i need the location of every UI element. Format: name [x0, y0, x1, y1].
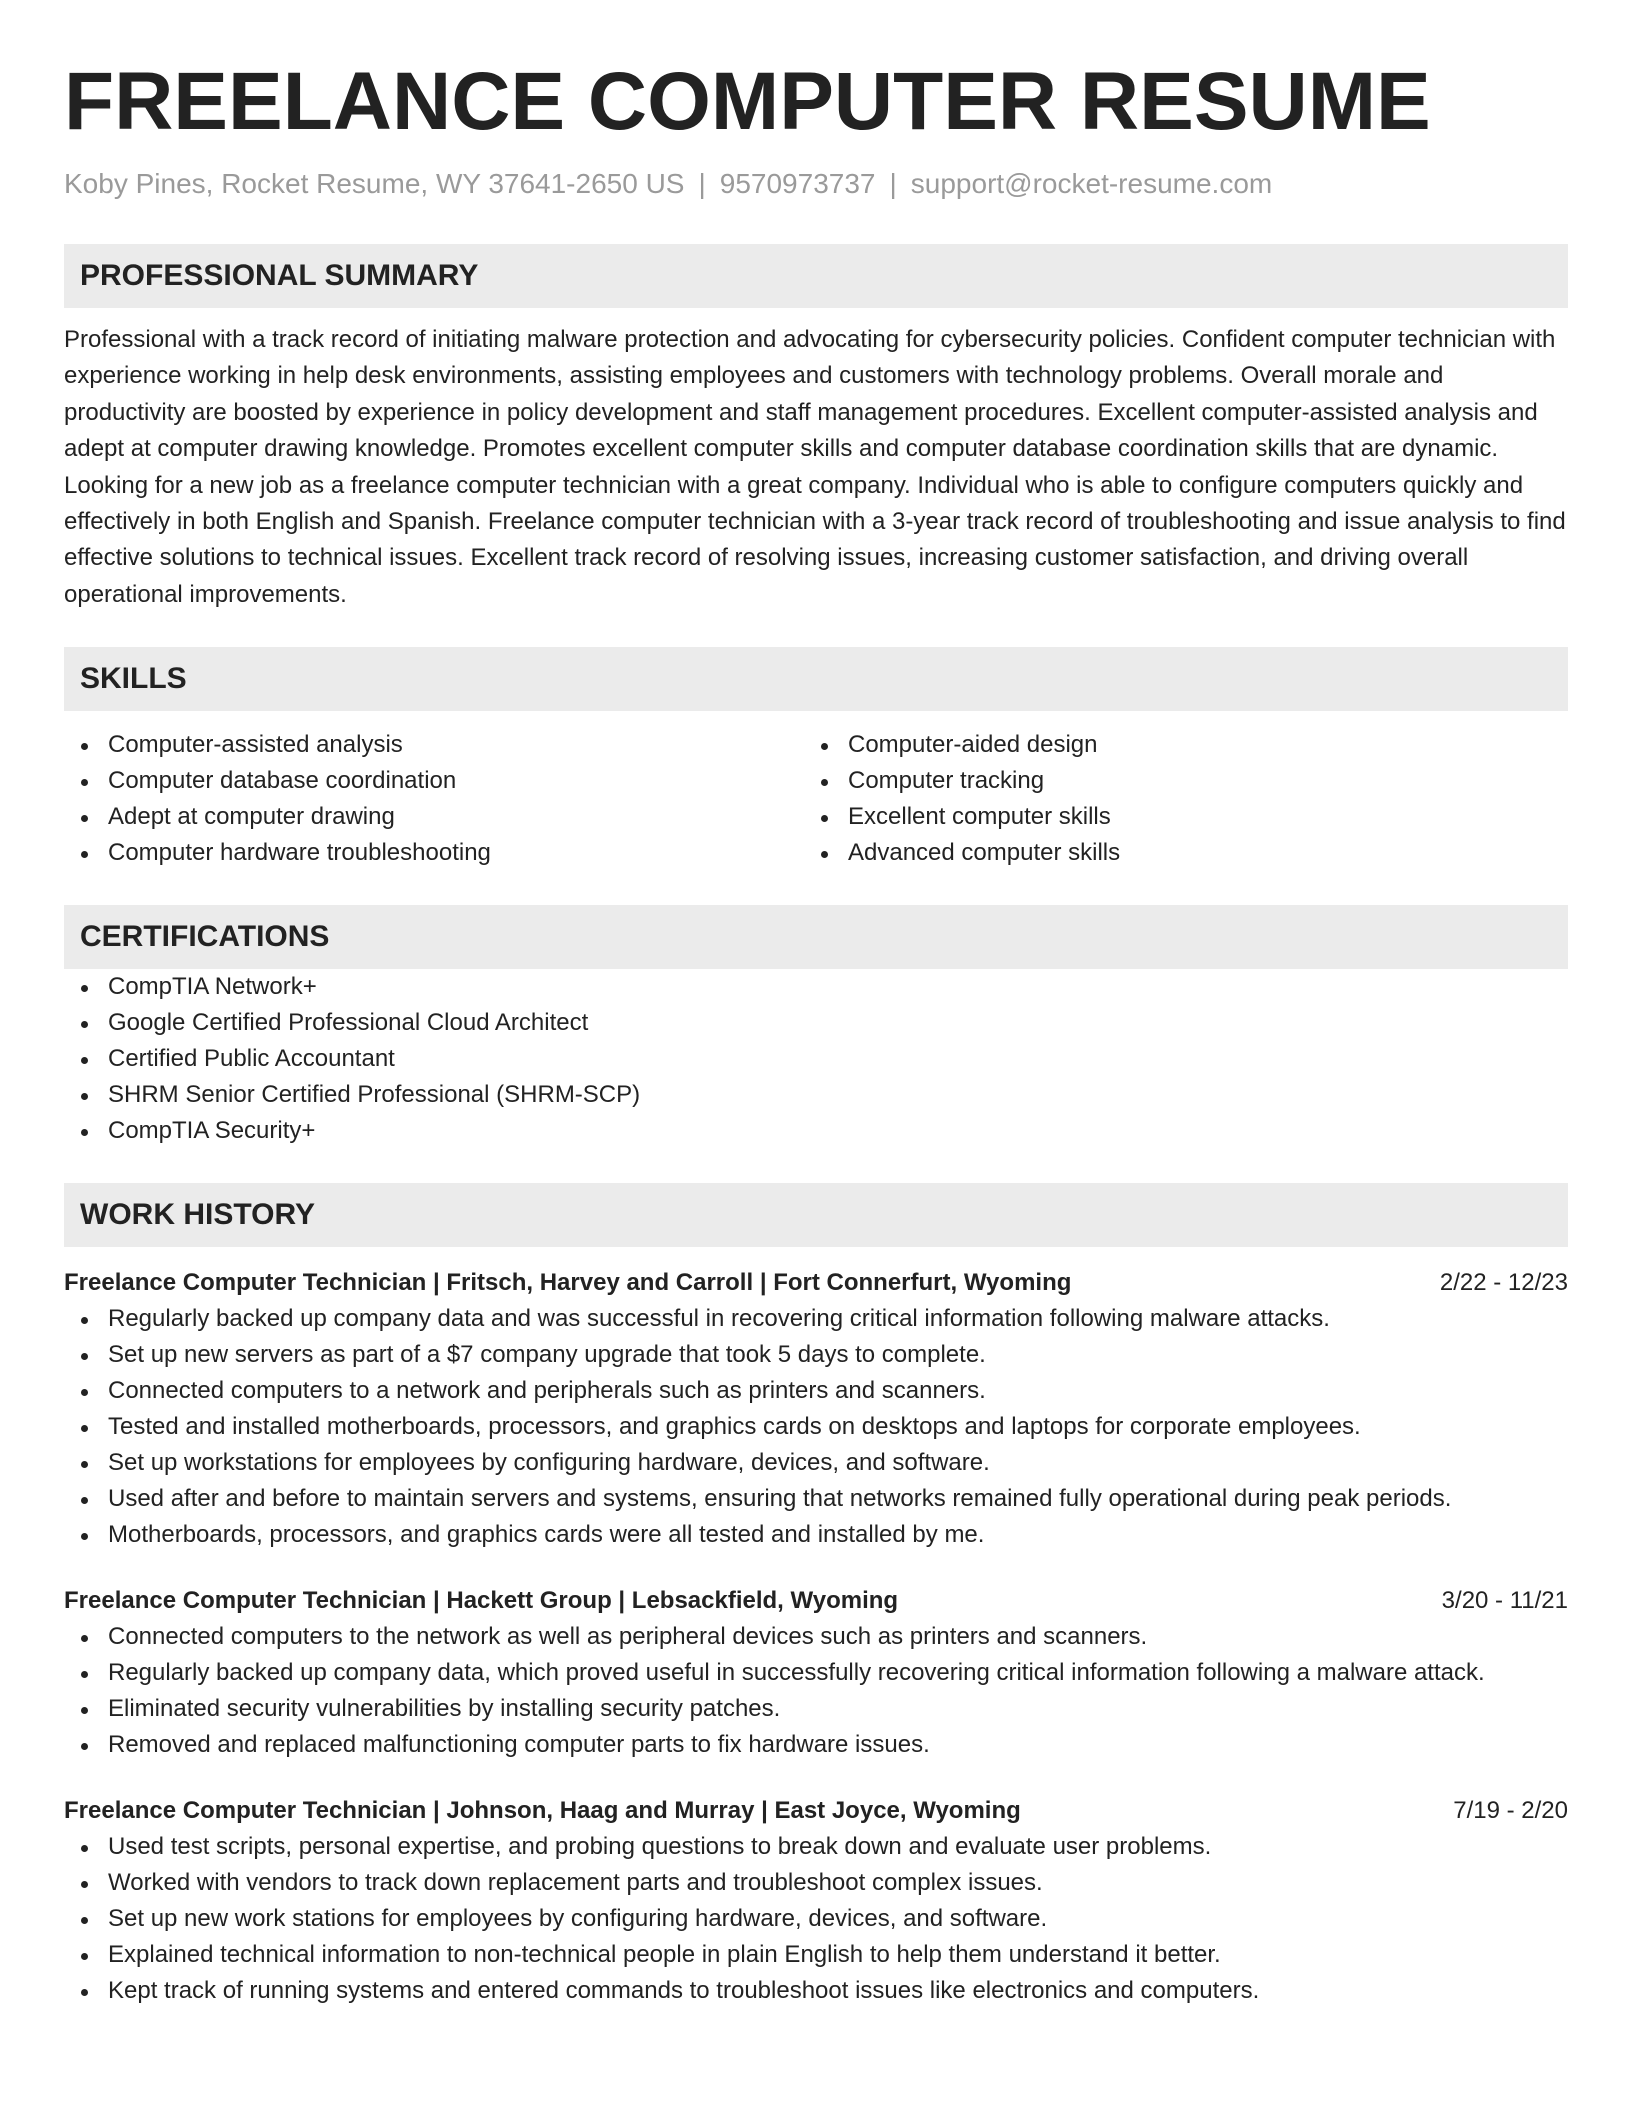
- job-bullet: Set up new servers as part of a $7 company upgrade that took 5 days to complete.: [64, 1337, 1568, 1373]
- job-bullet: Motherboards, processors, and graphics cards were all tested and installed by me.: [64, 1517, 1568, 1553]
- contact-separator: |: [698, 168, 706, 199]
- job-bullet: Eliminated security vulnerabilities by installing security patches.: [64, 1691, 1568, 1727]
- certifications-section: [64, 905, 1568, 1149]
- contact-email: support@rocket-resume.com: [910, 168, 1273, 199]
- job-entry: [64, 1583, 1568, 1763]
- job-bullet: Tested and installed motherboards, processors, and graphics cards on desktops and laptops for corporate employees.: [64, 1409, 1568, 1445]
- certification-item: Google Certified Professional Cloud Architect: [64, 1005, 1568, 1041]
- work-history-section: [64, 1183, 1568, 2009]
- contact-line: [64, 166, 1568, 202]
- skill-item: Computer hardware troubleshooting: [64, 835, 804, 871]
- job-entry: [64, 1265, 1568, 1553]
- skills-grid: [64, 727, 1568, 871]
- contact-separator: |: [889, 168, 897, 199]
- skills-section: [64, 647, 1568, 871]
- job-bullet: Regularly backed up company data and was successful in recovering critical information following malware attacks.: [64, 1301, 1568, 1337]
- certifications-list: [64, 969, 1568, 1149]
- job-title: Freelance Computer Technician | Hackett Group | Lebsackfield, Wyoming: [64, 1587, 899, 1615]
- job-bullet: Worked with vendors to track down replacement parts and troubleshoot complex issues.: [64, 1865, 1568, 1901]
- job-header: [64, 1793, 1568, 1829]
- certification-item: CompTIA Security+: [64, 1113, 1568, 1149]
- skills-column-right: [804, 727, 1544, 871]
- skills-heading: SKILLS: [64, 647, 1568, 711]
- job-bullet: Connected computers to a network and peripherals such as printers and scanners.: [64, 1373, 1568, 1409]
- certification-item: CompTIA Network+: [64, 969, 1568, 1005]
- job-bullet: Explained technical information to non-technical people in plain English to help them understand it better.: [64, 1937, 1568, 1973]
- job-title: Freelance Computer Technician | Fritsch, Harvey and Carroll | Fort Connerfurt, Wyoming: [64, 1269, 1072, 1297]
- skills-column-left: [64, 727, 804, 871]
- job-bullet: Used test scripts, personal expertise, and probing questions to break down and evaluate user problems.: [64, 1829, 1568, 1865]
- contact-address: Koby Pines, Rocket Resume, WY 37641-2650 US: [64, 168, 685, 199]
- skills-list-right: [804, 727, 1544, 871]
- job-header: [64, 1265, 1568, 1301]
- job-bullets: [64, 1301, 1568, 1553]
- skill-item: Excellent computer skills: [804, 799, 1544, 835]
- job-dates: 7/19 - 2/20: [1453, 1797, 1568, 1825]
- job-dates: 2/22 - 12/23: [1439, 1269, 1568, 1297]
- work-history-heading: WORK HISTORY: [64, 1183, 1568, 1247]
- contact-phone: 9570973737: [719, 168, 876, 199]
- skill-item: Computer database coordination: [64, 763, 804, 799]
- job-bullet: Removed and replaced malfunctioning computer parts to fix hardware issues.: [64, 1727, 1568, 1763]
- job-dates: 3/20 - 11/21: [1441, 1587, 1568, 1615]
- job-entry: [64, 1793, 1568, 2009]
- skill-item: Computer-assisted analysis: [64, 727, 804, 763]
- certification-item: Certified Public Accountant: [64, 1041, 1568, 1077]
- job-bullet: Regularly backed up company data, which proved useful in successfully recovering critical information following a malware attack.: [64, 1655, 1568, 1691]
- skill-item: Adept at computer drawing: [64, 799, 804, 835]
- job-bullet: Kept track of running systems and entered commands to troubleshoot issues like electronics and computers.: [64, 1973, 1568, 2009]
- job-header: [64, 1583, 1568, 1619]
- skills-list-left: [64, 727, 804, 871]
- job-title: Freelance Computer Technician | Johnson, Haag and Murray | East Joyce, Wyoming: [64, 1797, 1021, 1825]
- job-bullet: Connected computers to the network as well as peripheral devices such as printers and scanners.: [64, 1619, 1568, 1655]
- certifications-heading: CERTIFICATIONS: [64, 905, 1568, 969]
- summary-heading: PROFESSIONAL SUMMARY: [64, 244, 1568, 308]
- skill-item: Computer tracking: [804, 763, 1544, 799]
- job-bullet: Set up new work stations for employees by configuring hardware, devices, and software.: [64, 1901, 1568, 1937]
- summary-text: Professional with a track record of initiating malware protection and advocating for cybersecurity policies. Confident computer technician with experience working in help desk environments, assisting employees and customers with technology problems. Overall morale and productivity are boosted by experience in policy development and staff management procedures. Excellent computer-assisted analysis and adept at computer drawing knowledge. Promotes excellent computer skills and computer database coordination skills that are dynamic. Looking for a new job as a freelance computer technician with a great company. Individual who is able to configure computers quickly and effectively in both English and Spanish. Freelance computer technician with a 3-year track record of troubleshooting and issue analysis to find effective solutions to technical issues. Excellent track record of resolving issues, increasing customer satisfaction, and driving overall operational improvements.: [64, 326, 1566, 608]
- skill-item: Computer-aided design: [804, 727, 1544, 763]
- job-bullets: [64, 1619, 1568, 1763]
- page-title: FREELANCE COMPUTER RESUME: [64, 56, 1431, 147]
- certification-item: SHRM Senior Certified Professional (SHRM-SCP): [64, 1077, 1568, 1113]
- job-bullets: [64, 1829, 1568, 2009]
- summary-section: [64, 244, 1568, 613]
- job-bullet: Set up workstations for employees by configuring hardware, devices, and software.: [64, 1445, 1568, 1481]
- job-bullet: Used after and before to maintain servers and systems, ensuring that networks remained fully operational during peak periods.: [64, 1481, 1568, 1517]
- skill-item: Advanced computer skills: [804, 835, 1544, 871]
